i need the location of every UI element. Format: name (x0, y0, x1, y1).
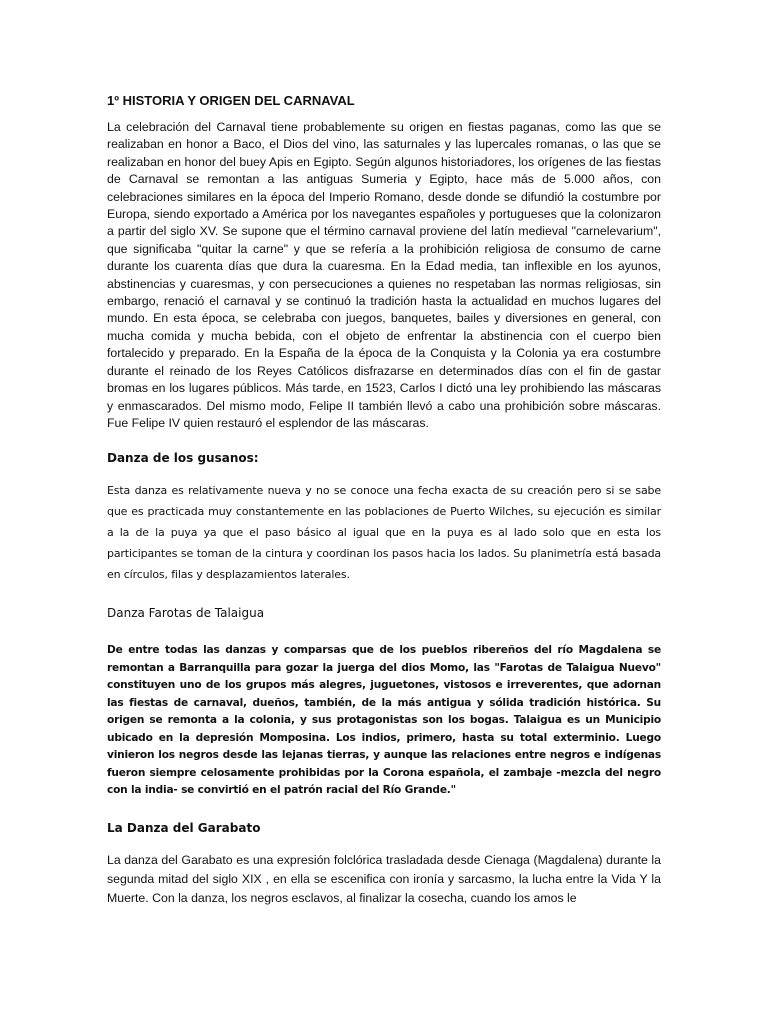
section-heading-historia: 1º HISTORIA Y ORIGEN DEL CARNAVAL (107, 93, 355, 108)
section-heading-garabato: La Danza del Garabato (107, 820, 261, 835)
section-heading-farotas: Danza Farotas de Talaigua (107, 606, 265, 621)
section-heading-gusanos: Danza de los gusanos: (107, 451, 259, 466)
section-body-farotas: De entre todas las danzas y comparsas que de los pueblos ribereños del río Magdalena se remontan a Barranquilla para gozar la juerga del dios Momo, las "Farotas de Talaigua Nuevo" constituyen uno de los grupos más alegres, juguetones, vistosos e irreverentes, que adornan las fiestas de carnaval, dueños, también, de la más antigua y sólida tradición histórica. Su origen se remonta a la colonia, y sus protagonistas son los bogas. Talaigua es un Municipio ubicado en la depresión Momposina. Los indios, primero, hasta su total exterminio. Luego vinieron los negros desde las lejanas tierras, y aunque las relaciones entre negros e indígenas fueron siempre celosamente prohibidas por la Corona española, el zambaje -mezcla del negro con la india- se convirtió en el patrón racial del Río Grande." (107, 644, 661, 797)
section-body-garabato: La danza del Garabato es una expresión folclórica trasladada desde Cienaga (Magdalena) durante la segunda mitad del siglo XIX , en ella se escenifica con ironía y sarcasmo, la lucha entre la Vida Y la Muerte. Con la danza, los negros esclavos, al finalizar la cosecha, cuando los amos le (107, 852, 661, 905)
document-page (107, 86, 661, 908)
section-body-historia: La celebración del Carnaval tiene probablemente su origen en fiestas paganas, como las que se realizaban en honor a Baco, el Dios del vino, las saturnales y las lupercales romanas, o las que se realizaban en honor del buey Apis en Egipto. Según algunos historiadores, los orígenes de las fiestas de Carnaval se remontan a las antiguas Sumeria y Egipto, hace más de 5.000 años, con celebraciones similares en la época del Imperio Romano, desde donde se difundió la costumbre por Europa, siendo exportado a América por los navegantes españoles y portugueses que la colonizaron a partir del siglo XV. Se supone que el término carnaval proviene del latín medieval "carnelevarium", que significaba "quitar la carne" y que se refería a la prohibición religiosa de consumo de carne durante los cuarenta días que dura la cuaresma. En la Edad media, tan inflexible en los ayunos, abstinencias y cuaresmas, y con persecuciones a quienes no respetaban las normas religiosas, sin embargo, renació el carnaval y se continuó la tradición hasta la actualidad en muchos lugares del mundo. En esta época, se celebraba con juegos, banquetes, bailes y diversiones en general, con mucha comida y mucha bebida, con el objeto de enfrentar la abstinencia con el cuerpo bien fortalecido y preparado. En la España de la época de la Conquista y la Colonia ya era costumbre durante el reinado de los Reyes Católicos disfrazarse en determinados días con el fin de gastar bromas en los lugares públicos. Más tarde, en 1523, Carlos I dictó una ley prohibiendo las máscaras y enmascarados. Del mismo modo, Felipe II también llevó a cabo una prohibición sobre máscaras. Fue Felipe IV quien restauró el esplendor de las máscaras. (107, 120, 661, 430)
section-body-gusanos: Esta danza es relativamente nueva y no se conoce una fecha exacta de su creación pero si se sabe que es practicada muy constantemente en las poblaciones de Puerto Wilches, su ejecución es similar a la de la puya ya que el paso básico al igual que en la puya es al lado solo que en esta los participantes se toman de la cintura y coordinan los pasos hacia los lados. Su planimetría está basada en círculos, filas y desplazamientos laterales. (107, 484, 661, 581)
